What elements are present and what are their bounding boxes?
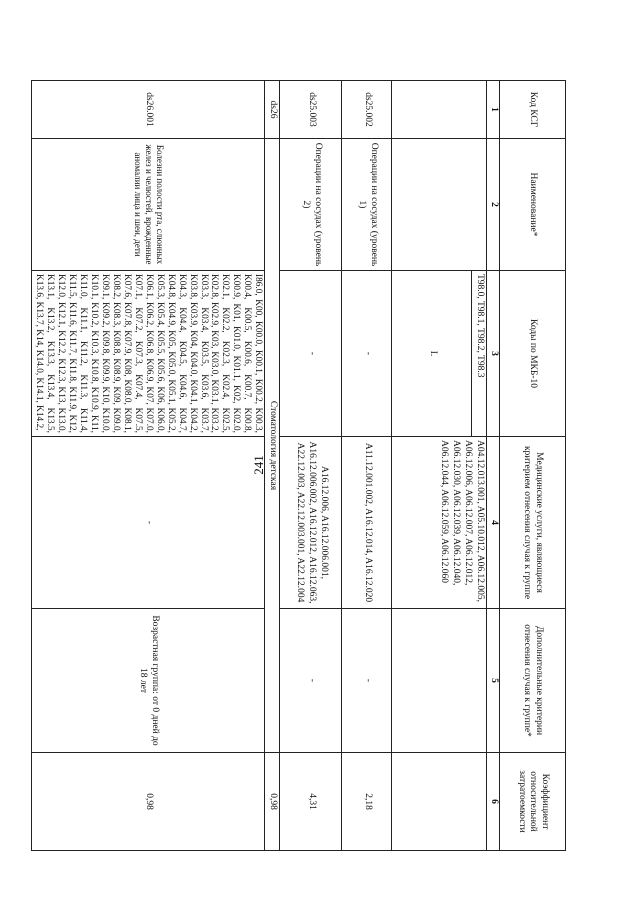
cell-services: A16.12.006, A16.12.006.001, A16.12.006.002, A16.12.012, A16.12.063, A22.12.003, A22.12.003.001, A22.12.004 xyxy=(280,437,342,609)
cell-mkb: I. xyxy=(392,271,472,437)
cell-criteria: - xyxy=(342,609,392,753)
cell-criteria: Возрастная группа: от 0 дней до 18 лет xyxy=(32,609,265,753)
column-number: 1 xyxy=(487,81,500,139)
column-number: 4 xyxy=(487,437,500,609)
cell-code: ds25.003 xyxy=(280,81,342,139)
column-number-row xyxy=(487,81,500,851)
cell-coef: 2,18 xyxy=(342,753,392,851)
cell-criteria xyxy=(392,609,487,753)
cell-mkb: T98.0, T98.1, T98.2, T98.3 xyxy=(472,271,487,437)
cell-code: ds25.002 xyxy=(342,81,392,139)
header-name: Наименование* xyxy=(500,139,566,271)
ksg-table xyxy=(31,80,566,851)
cell-name: Болезни полости рта, слюнных желез и челюстей, врожденные аномалии лица и шеи, дети xyxy=(32,139,265,271)
cell-services: A11.12.001.002, A16.12.014, A16.12.020 xyxy=(342,437,392,609)
cell-code xyxy=(392,81,487,139)
column-number: 6 xyxy=(487,753,500,851)
table-row xyxy=(280,81,342,851)
cell-name: Операции на сосудах (уровень 1) xyxy=(342,139,392,271)
cell-name xyxy=(392,139,487,271)
header-criteria: Дополнительные критерии отнесения случая к группе* xyxy=(500,609,566,753)
cell-name: Операции на сосудах (уровень 2) xyxy=(280,139,342,271)
header-mkb: Коды по МКБ-10 xyxy=(500,271,566,437)
column-number: 2 xyxy=(487,139,500,271)
cell-coef: 4,31 xyxy=(280,753,342,851)
cell-services: A04.12.013.001, A05.10.012, A06.12.005, A06.12.006, A06.12.007, A06.12.012, A06.12.030, A06.12.039, A06.12.040, A06.12.044, A06.12.059, A06.12.060 xyxy=(392,437,487,609)
table-row xyxy=(342,81,392,851)
cell-criteria: - xyxy=(280,609,342,753)
cell-code: ds26 xyxy=(265,81,280,139)
section-title: Стоматология детская xyxy=(265,139,280,753)
header-row xyxy=(500,81,566,851)
cell-mkb: I86.0, K00, K00.0, K00.1, K00.2, K00.3, K00.4, K00.5, K00.6, K00.7, K00.8, K00.9, K01, K01.0, K01.1, K02, K02.0, K02.1, K02.2, K02.3, K02.4, K02.5, K02.8, K02.9, K03, K03.0, K03.1, K03.2, K03.3, K03.4, K03.5, K03.6, K03.7, K03.8, K03.9, K04, K04.0, K04.1, K04.2, K04.3, K04.4, K04.5, K04.6, K04.7, K04.8, K04.9, K05, K05.0, K05.1, K05.2, K05.3, K05.4, K05.5, K05.6, K06, K06.0, K06.1, K06.2, K06.8, K06.9, K07, K07.0, K07.1, K07.2, K07.3, K07.4, K07.5, K07.6, K07.8, K07.9, K08, K08.0, K08.1, K08.2, K08.3, K08.8, K08.9, K09, K09.0, K09.1, K09.2, K09.8, K09.9, K10, K10.0, K10.1, K10.2, K10.3, K10.8, K10.9, K11, K11.0, K11.1, K11.2, K11.3, K11.4, K11.5, K11.6, K11.7, K11.8, K11.9, K12, K12.0, K12.1, K12.2, K12.3, K13, K13.0, K13.1, K13.2, K13.3, K13.4, K13.5, K13.6, K13.7, K14, K14.0, K14.1, K14.2, xyxy=(32,271,265,437)
cell-services: - xyxy=(32,437,265,609)
cell-mkb: - xyxy=(342,271,392,437)
header-services: Медицинские услуги, являющиеся критерием отнесения случая к группе xyxy=(500,437,566,609)
column-number: 3 xyxy=(487,271,500,437)
section-row xyxy=(265,81,280,851)
page-number: 241 xyxy=(251,455,266,475)
header-coef: Коэффициент относительной затратоемкости xyxy=(500,753,566,851)
column-number: 5 xyxy=(487,609,500,753)
cell-coef xyxy=(392,753,487,851)
cell-code: ds26.001 xyxy=(32,81,265,139)
table-row xyxy=(32,81,265,851)
table-row xyxy=(472,81,487,851)
cell-coef: 0,98 xyxy=(265,753,280,851)
header-code: Код КСГ xyxy=(500,81,566,139)
cell-mkb: - xyxy=(280,271,342,437)
cell-coef: 0,98 xyxy=(32,753,265,851)
rotated-table-wrapper xyxy=(34,80,566,850)
